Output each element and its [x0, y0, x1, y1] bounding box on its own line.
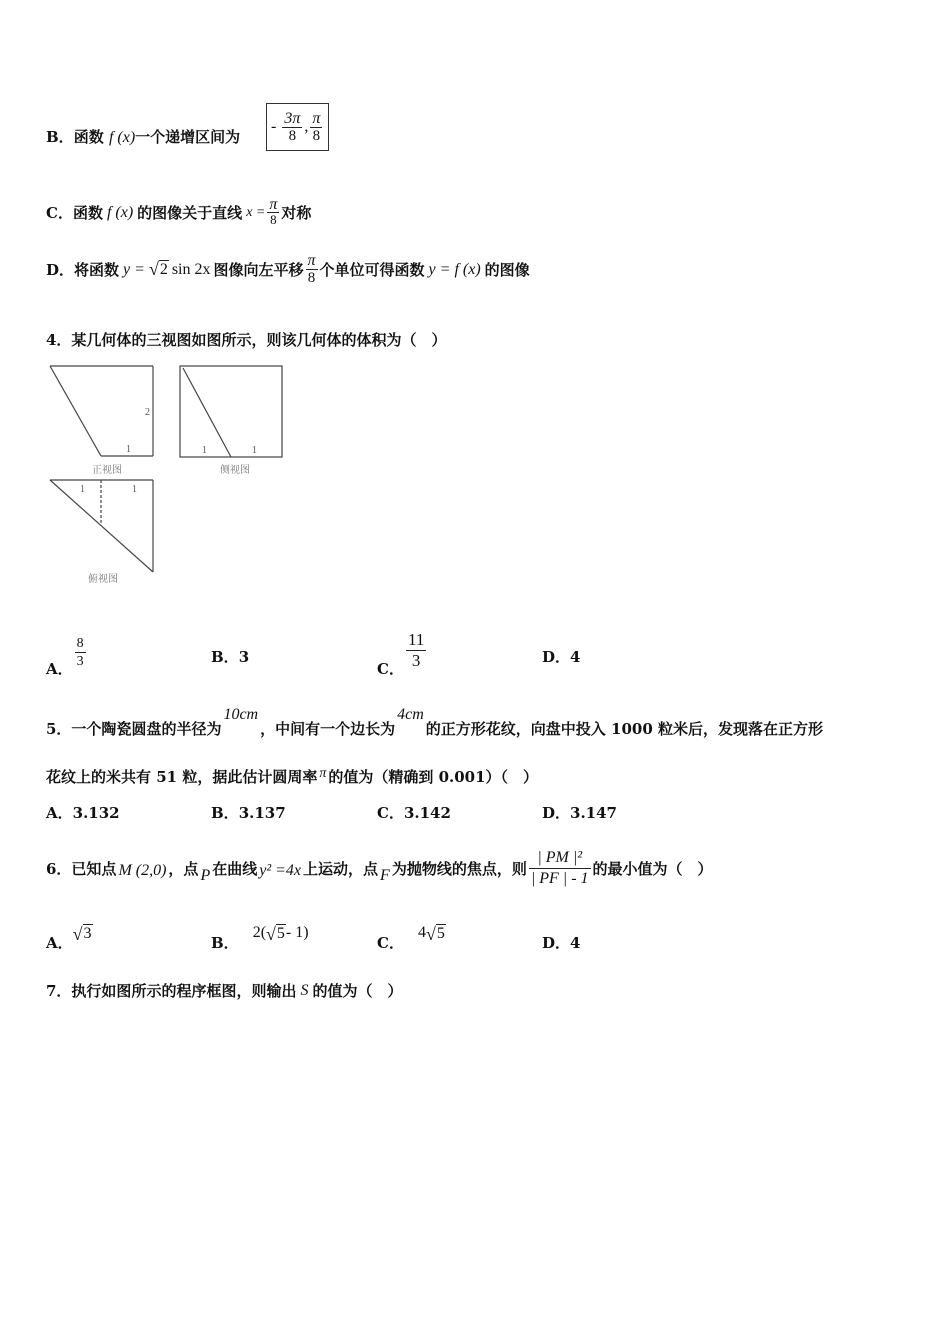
q6-option-b: B． 2( √ 5 - 1) [211, 924, 309, 952]
q4-stem: 4．某几何体的三视图如图所示，则该几何体的体积为（ ） [46, 331, 447, 349]
fraction: $\frac{\text{| PM |²}}{| PF | - 1}$ [530, 848, 589, 887]
q5-option-a: A．3.132 [46, 804, 120, 822]
fraction: $\frac{11}{3}$ [407, 630, 425, 670]
q6-option-a: A． √ 3 [46, 924, 92, 952]
q6-option-c: C． 4 √ 5 [377, 924, 445, 952]
front-dim-bottom: 1 [126, 444, 131, 455]
q4-option-a: A． $\frac{8}{3}$ [46, 636, 84, 678]
q6-option-d: D．4 [542, 934, 581, 952]
top-dim-left: 1 [80, 484, 85, 495]
fraction: $\frac{\pi}{8}$ [269, 196, 278, 227]
q5-option-b: B．3.137 [211, 804, 286, 822]
interval-bracket: - $\frac{3\pi}{8}$ , $\frac{\pi}{8}$ [266, 103, 329, 151]
side-view [180, 366, 282, 457]
side-dim-right: 1 [252, 445, 257, 456]
front-view [50, 366, 153, 456]
fraction: $\frac{3\pi}{8}$ [284, 109, 301, 144]
q4-option-b: B．3 [211, 648, 250, 666]
front-view-label: 正视图 [92, 465, 122, 476]
q5-option-d: D．3.147 [542, 804, 617, 822]
top-view [50, 480, 153, 572]
q5-option-c: C．3.142 [377, 804, 451, 822]
three-view-figure [48, 360, 288, 590]
top-dim-right: 1 [132, 484, 137, 495]
q3-option-c: C． 函数 f (x) 的图像关于直线 x = $\frac{\pi}{8}$ 对称 [46, 196, 312, 227]
fraction: $\frac{8}{3}$ [76, 636, 84, 669]
q4-option-c: C． $\frac{11}{3}$ [377, 630, 425, 678]
q4-option-d: D．4 [542, 648, 581, 666]
q6-stem: 6．已知点 M (2,0) ，点 P 在曲线 y² =4x 上运动，点 F 为抛物线的焦点，则 $\frac{\text{| PM |²}}{| PF | - 1}$ 的最小值为（ ） [46, 848, 713, 887]
q5-line1: 5．一个陶瓷圆盘的半径为 10cm ，中间有一个边长为 4cm 的正方形花纹，向盘中投入 1000 粒米后，发现落在正方形 [46, 706, 823, 738]
front-dim-right: 2 [145, 407, 150, 418]
side-dim-left: 1 [202, 445, 207, 456]
side-view-label: 侧视图 [220, 465, 250, 476]
fraction: $\frac{\pi}{8}$ [307, 252, 316, 286]
option-label: B． [46, 128, 74, 146]
q5-line2: 花纹上的米共有 51 粒，据此估计圆周率 π 的值为（精确到 0.001）（ ） [46, 765, 539, 786]
q7-stem: 7．执行如图所示的程序框图，则输出 S 的值为（ ） [46, 981, 403, 1000]
q3-option-d: D． 将函数 y = √ 2 sin 2x 图像向左平移 $\frac{\pi}{8}$ 个单位可得函数 y = f (x) 的图像 [46, 252, 530, 286]
top-view-label: 俯视图 [88, 574, 118, 585]
q3-option-b: B．函数 f (x)一个递增区间为 [46, 128, 241, 146]
fraction: $\frac{\pi}{8}$ [312, 109, 321, 144]
